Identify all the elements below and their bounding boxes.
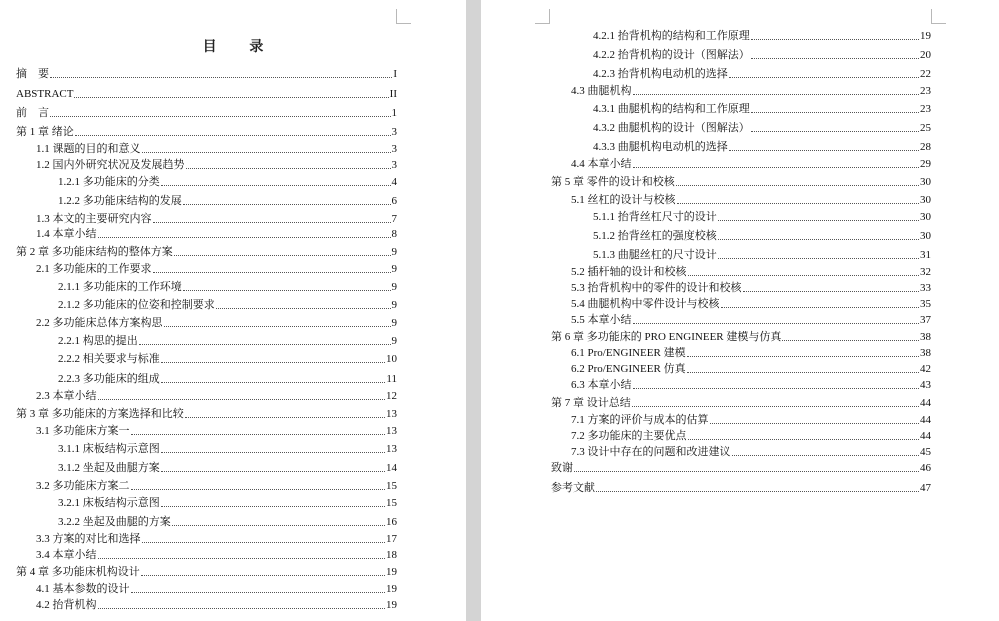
toc-entry-label: 第 4 章 多功能床机构设计 [16, 566, 140, 578]
toc-leader-dots [782, 340, 919, 341]
toc-leader-dots [729, 77, 919, 78]
toc-page-left [0, 0, 466, 621]
toc-entry-page: 46 [920, 462, 931, 474]
toc-entry-label: 前 言 [16, 107, 49, 119]
toc-entry-page: 19 [386, 599, 397, 611]
toc-leader-dots [718, 239, 919, 240]
toc-entry-page: 47 [920, 482, 931, 494]
toc-leader-dots [161, 362, 385, 363]
toc-entry-label: 1.3 本文的主要研究内容 [36, 213, 152, 225]
toc-entry-page: 23 [920, 85, 931, 97]
toc-entry [571, 85, 931, 97]
toc-leader-dots [676, 185, 919, 186]
toc-entry [58, 443, 397, 455]
toc-entry-label: 3.2 多功能床方案二 [36, 480, 130, 492]
toc-leader-dots [50, 116, 391, 117]
toc-entry-label: 7.1 方案的评价与成本的估算 [571, 414, 709, 426]
toc-entry-label: 致谢 [551, 462, 573, 474]
toc-entry [571, 266, 931, 278]
toc-entry-label: 第 3 章 多功能床的方案选择和比较 [16, 408, 184, 420]
toc-entry-page: 8 [391, 228, 397, 240]
toc-entry [593, 30, 931, 42]
toc-entry-label: 2.1.1 多功能床的工作环境 [58, 281, 182, 293]
toc-entry-label: 2.2.1 构思的提出 [58, 335, 138, 347]
toc-entry-page: 19 [386, 566, 397, 578]
page-corner-mark [931, 9, 946, 24]
toc-entry [571, 379, 931, 391]
toc-entry-label: 7.2 多功能床的主要优点 [571, 430, 687, 442]
toc-entry [593, 230, 931, 242]
toc-leader-dots [74, 97, 388, 98]
toc-entry [58, 497, 397, 509]
toc-entry [593, 211, 931, 223]
toc-entry-page: 45 [920, 446, 931, 458]
toc-entry [571, 194, 931, 206]
toc-leader-dots [633, 388, 920, 389]
toc-entry-page: 1 [391, 107, 397, 119]
toc-entry-label: 3.2.2 坐起及曲腿的方案 [58, 516, 171, 528]
toc-entry [36, 425, 397, 437]
toc-entry-page: 43 [920, 379, 931, 391]
toc-entry [36, 480, 397, 492]
toc-entry [36, 263, 397, 275]
toc-entry-label: 4.1 基本参数的设计 [36, 583, 130, 595]
toc-entry-page: 28 [920, 141, 931, 153]
toc-leader-dots [751, 131, 919, 132]
toc-entry-label: 6.1 Pro/ENGINEER 建模 [571, 347, 686, 359]
toc-entry-page: 10 [386, 353, 397, 365]
toc-entry [58, 335, 397, 347]
toc-entry-page: 3 [391, 143, 397, 155]
toc-entry-label: 第 2 章 多功能床结构的整体方案 [16, 246, 173, 258]
toc-entry [551, 331, 931, 343]
toc-entry [36, 213, 397, 225]
toc-entry-label: 第 1 章 绪论 [16, 126, 74, 138]
toc-entry-page: 9 [391, 317, 397, 329]
toc-entry-page: 9 [391, 281, 397, 293]
toc-leader-dots [161, 471, 385, 472]
toc-entry-label: 4.3.1 曲腿机构的结构和工作原理 [593, 103, 750, 115]
toc-leader-dots [186, 168, 391, 169]
toc-entry-label: 3.4 本章小结 [36, 549, 97, 561]
toc-entry-page: 18 [386, 549, 397, 561]
toc-leader-dots [131, 592, 386, 593]
toc-entry [593, 103, 931, 115]
toc-leader-dots [751, 39, 919, 40]
toc-entry [551, 482, 931, 494]
toc-entry [36, 159, 397, 171]
toc-leader-dots [751, 58, 919, 59]
toc-entry-label: 1.2.2 多功能床结构的发展 [58, 195, 182, 207]
toc-leader-dots [596, 491, 919, 492]
toc-leader-dots [185, 417, 385, 418]
toc-leader-dots [183, 204, 391, 205]
toc-entry-label: 4.2 抬背机构 [36, 599, 97, 611]
toc-entry-page: I [393, 68, 397, 80]
toc-entry-label: 5.1 丝杠的设计与校核 [571, 194, 676, 206]
toc-entry [571, 414, 931, 426]
page-gutter [466, 0, 481, 621]
toc-entry-label: 3.2.1 床板结构示意图 [58, 497, 160, 509]
toc-entry-label: 2.2.2 相关要求与标准 [58, 353, 160, 365]
toc-leader-dots [98, 399, 386, 400]
toc-entry-page: 17 [386, 533, 397, 545]
toc-entry-label: 5.3 抬背机构中的零件的设计和校核 [571, 282, 742, 294]
toc-entry [58, 353, 397, 365]
toc-entry-page: 3 [391, 126, 397, 138]
toc-entry [593, 249, 931, 261]
toc-entry-page: 9 [391, 335, 397, 347]
toc-leader-dots [751, 112, 919, 113]
toc-leader-dots [721, 307, 920, 308]
toc-entry-label: 参考文献 [551, 482, 595, 494]
toc-entry-label: 5.2 插杆轴的设计和校核 [571, 266, 687, 278]
toc-entry-page: 12 [386, 390, 397, 402]
toc-leader-dots [142, 152, 391, 153]
toc-leader-dots [688, 439, 920, 440]
toc-entry-label: 摘 要 [16, 68, 49, 80]
toc-entry [571, 282, 931, 294]
toc-entry [58, 299, 397, 311]
toc-leader-dots [574, 471, 919, 472]
toc-entry-page: 7 [391, 213, 397, 225]
toc-entry-page: II [389, 88, 397, 100]
toc-leader-dots [172, 525, 385, 526]
toc-entry-label: 1.1 课题的目的和意义 [36, 143, 141, 155]
toc-entry-page: 14 [386, 462, 397, 474]
toc-leader-dots [98, 237, 391, 238]
toc-entry-page: 9 [391, 263, 397, 275]
toc-entry [571, 363, 931, 375]
toc-leader-dots [688, 275, 920, 276]
toc-entry [593, 141, 931, 153]
toc-entry-label: 6.3 本章小结 [571, 379, 632, 391]
toc-entry [16, 107, 397, 119]
toc-entry-label: ABSTRACT [16, 88, 74, 100]
toc-entry [551, 462, 931, 474]
toc-entry [36, 317, 397, 329]
toc-entry [58, 373, 397, 385]
toc-entry [571, 430, 931, 442]
toc-entry [58, 516, 397, 528]
toc-leader-dots [161, 185, 391, 186]
toc-leader-dots [98, 608, 386, 609]
toc-entry-page: 23 [920, 103, 931, 115]
toc-entry-label: 4.2.3 抬背机构电动机的选择 [593, 68, 728, 80]
toc-entry-label: 5.1.2 抬背丝杠的强度校核 [593, 230, 717, 242]
toc-leader-dots [131, 434, 386, 435]
toc-leader-dots [174, 255, 391, 256]
toc-entry-page: 32 [920, 266, 931, 278]
toc-entry-page: 6 [391, 195, 397, 207]
toc-page-right [481, 0, 999, 621]
toc-leader-dots [633, 167, 920, 168]
toc-entry [571, 347, 931, 359]
toc-entry-label: 6.2 Pro/ENGINEER 仿真 [571, 363, 686, 375]
toc-leader-dots [98, 558, 386, 559]
toc-leader-dots [161, 506, 385, 507]
toc-entry-label: 4.3.2 曲腿机构的设计（图解法） [593, 122, 750, 134]
toc-entry-page: 30 [920, 230, 931, 242]
toc-leader-dots [729, 150, 919, 151]
toc-entry-label: 7.3 设计中存在的问题和改进建议 [571, 446, 731, 458]
toc-leader-dots [164, 326, 391, 327]
toc-entry [571, 298, 931, 310]
toc-entry-page: 30 [920, 194, 931, 206]
toc-entry-label: 3.3 方案的对比和选择 [36, 533, 141, 545]
toc-entry-page: 37 [920, 314, 931, 326]
toc-entry [36, 533, 397, 545]
toc-entry [593, 49, 931, 61]
toc-entry [16, 126, 397, 138]
toc-entry-label: 4.2.2 抬背机构的设计（图解法） [593, 49, 750, 61]
toc-entry-label: 3.1.2 坐起及曲腿方案 [58, 462, 160, 474]
toc-entry [593, 122, 931, 134]
toc-entry [16, 408, 397, 420]
toc-entry-page: 19 [386, 583, 397, 595]
toc-entry-page: 9 [391, 299, 397, 311]
toc-entry-page: 13 [386, 408, 397, 420]
toc-leader-dots [216, 308, 391, 309]
toc-entry-label: 2.2 多功能床总体方案构思 [36, 317, 163, 329]
toc-entry-label: 2.1 多功能床的工作要求 [36, 263, 152, 275]
toc-entry-page: 15 [386, 497, 397, 509]
toc-leader-dots [677, 203, 920, 204]
toc-entry-label: 4.4 本章小结 [571, 158, 632, 170]
toc-entry [593, 68, 931, 80]
toc-entry-page: 44 [920, 397, 931, 409]
toc-entry-label: 4.3 曲腿机构 [571, 85, 632, 97]
toc-leader-dots [632, 406, 919, 407]
toc-title: 目 录 [202, 39, 278, 55]
toc-leader-dots [142, 542, 386, 543]
toc-entry-label: 第 5 章 零件的设计和校核 [551, 176, 675, 188]
toc-entry-label: 5.5 本章小结 [571, 314, 632, 326]
toc-leader-dots [732, 455, 920, 456]
toc-leader-dots [50, 77, 392, 78]
toc-entry [551, 176, 931, 188]
toc-leader-dots [710, 423, 920, 424]
toc-entry-label: 5.1.3 曲腿丝杠的尺寸设计 [593, 249, 717, 261]
toc-entry [58, 176, 397, 188]
toc-entry-page: 19 [920, 30, 931, 42]
toc-entry-label: 3.1.1 床板结构示意图 [58, 443, 160, 455]
toc-entry-page: 38 [920, 347, 931, 359]
toc-leader-dots [687, 356, 919, 357]
toc-entry [571, 314, 931, 326]
toc-entry-label: 5.1.1 抬背丝杠尺寸的设计 [593, 211, 717, 223]
toc-entry-page: 11 [386, 373, 397, 385]
toc-entry [36, 390, 397, 402]
toc-entry-page: 15 [386, 480, 397, 492]
toc-entry [571, 446, 931, 458]
toc-entry-page: 44 [920, 414, 931, 426]
toc-entry-page: 25 [920, 122, 931, 134]
page-corner-mark [535, 9, 550, 24]
toc-leader-dots [633, 94, 920, 95]
toc-entry-page: 4 [391, 176, 397, 188]
toc-leader-dots [161, 382, 386, 383]
toc-entry-page: 31 [920, 249, 931, 261]
toc-entry-label: 4.3.3 曲腿机构电动机的选择 [593, 141, 728, 153]
toc-leader-dots [161, 452, 385, 453]
toc-entry-label: 第 6 章 多功能床的 PRO ENGINEER 建模与仿真 [551, 331, 782, 343]
toc-entry-label: 1.4 本章小结 [36, 228, 97, 240]
toc-entry [36, 549, 397, 561]
toc-entry [58, 462, 397, 474]
toc-leader-dots [153, 272, 391, 273]
toc-entry-page: 3 [391, 159, 397, 171]
toc-entry-page: 16 [386, 516, 397, 528]
toc-entry-page: 30 [920, 176, 931, 188]
toc-leader-dots [139, 344, 391, 345]
toc-entry [571, 158, 931, 170]
toc-entry-page: 9 [391, 246, 397, 258]
toc-entry [36, 143, 397, 155]
toc-leader-dots [743, 291, 920, 292]
toc-entry [36, 583, 397, 595]
toc-entry [36, 228, 397, 240]
toc-entry-page: 29 [920, 158, 931, 170]
toc-entry [36, 599, 397, 611]
toc-entry-page: 13 [386, 425, 397, 437]
toc-entry-page: 22 [920, 68, 931, 80]
toc-leader-dots [75, 135, 391, 136]
toc-entry [16, 88, 397, 100]
toc-entry-page: 33 [920, 282, 931, 294]
toc-entry [16, 566, 397, 578]
toc-leader-dots [718, 258, 919, 259]
toc-leader-dots [131, 489, 386, 490]
toc-entry [16, 68, 397, 80]
toc-leader-dots [718, 220, 919, 221]
toc-leader-dots [153, 222, 391, 223]
page-corner-mark [396, 9, 411, 24]
toc-entry-page: 13 [386, 443, 397, 455]
toc-entry [58, 281, 397, 293]
toc-entry-label: 2.2.3 多功能床的组成 [58, 373, 160, 385]
toc-entry-label: 第 7 章 设计总结 [551, 397, 631, 409]
toc-entry-page: 38 [920, 331, 931, 343]
toc-entry-page: 30 [920, 211, 931, 223]
toc-entry-label: 3.1 多功能床方案一 [36, 425, 130, 437]
toc-leader-dots [633, 323, 920, 324]
toc-entry [16, 246, 397, 258]
toc-leader-dots [141, 575, 385, 576]
toc-entry [551, 397, 931, 409]
toc-entry-page: 35 [920, 298, 931, 310]
toc-entry-label: 2.3 本章小结 [36, 390, 97, 402]
toc-entry-page: 42 [920, 363, 931, 375]
toc-entry-label: 5.4 曲腿机构中零件设计与校核 [571, 298, 720, 310]
toc-entry-label: 2.1.2 多功能床的位姿和控制要求 [58, 299, 215, 311]
toc-entry-page: 20 [920, 49, 931, 61]
toc-entry-label: 1.2 国内外研究状况及发展趋势 [36, 159, 185, 171]
toc-entry-label: 1.2.1 多功能床的分类 [58, 176, 160, 188]
toc-leader-dots [687, 372, 919, 373]
toc-leader-dots [183, 290, 391, 291]
toc-entry-page: 44 [920, 430, 931, 442]
toc-entry [58, 195, 397, 207]
toc-entry-label: 4.2.1 抬背机构的结构和工作原理 [593, 30, 750, 42]
